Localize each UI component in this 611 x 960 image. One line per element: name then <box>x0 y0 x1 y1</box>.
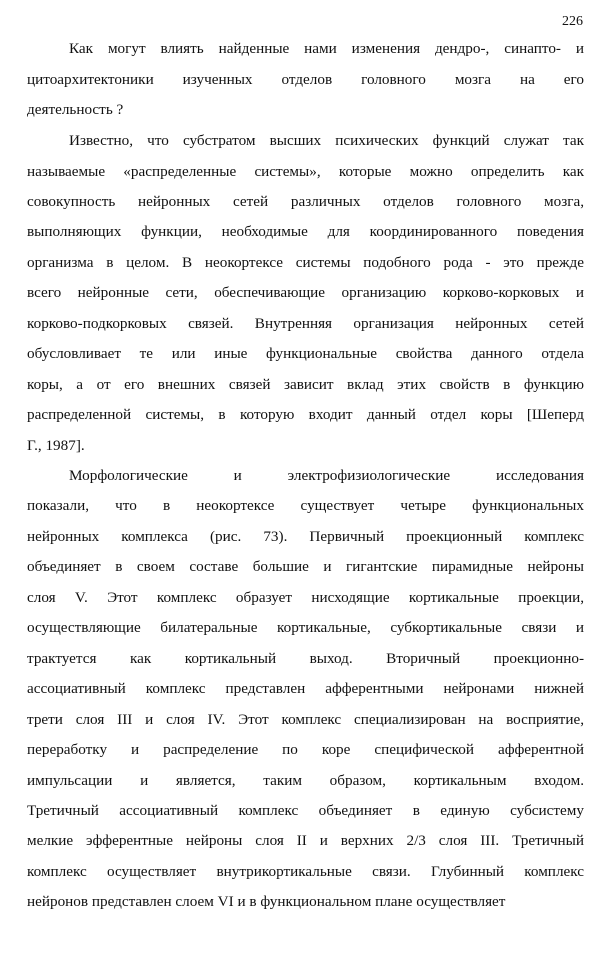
paragraph-2-line-11: Г., 1987]. <box>27 437 85 454</box>
paragraph-3-line-1: Морфологические и электрофизиологические исследования <box>69 467 584 484</box>
paragraph-1-line-3: деятельность ? <box>27 101 124 118</box>
paragraph-2-line-2: называемые «распределенные системы», которые можно определить как <box>27 163 584 180</box>
paragraph-3-line-8: ассоциативный комплекс представлен афферентными нейронами нижней <box>27 680 584 697</box>
paragraph-3-line-4: объединяет в своем составе большие и гигантские пирамидные нейроны <box>27 558 584 575</box>
paragraph-2-line-5: организма в целом. В неокортексе системы подобного рода - это прежде <box>27 254 584 271</box>
paragraph-2-line-9: коры, а от его внешних связей зависит вклад этих свойств в функцию <box>27 376 584 393</box>
paragraph-2-line-10: распределенной системы, в которую входит данный отдел коры [Шеперд <box>27 406 584 423</box>
paragraph-3-line-11: импульсации и является, таким образом, кортикальным входом. <box>27 772 584 789</box>
paragraph-3-line-13: мелкие эфферентные нейроны слоя II и верхних 2/3 слоя III. Третичный <box>27 832 584 849</box>
paragraph-3-line-14: комплекс осуществляет внутрикортикальные связи. Глубинный комплекс <box>27 863 584 880</box>
paragraph-2-line-8: обусловливает те или иные функциональные свойства данного отдела <box>27 345 584 362</box>
paragraph-2-line-3: совокупность нейронных сетей различных отделов головного мозга, <box>27 193 584 210</box>
paragraph-3-line-3: нейронных комплекса (рис. 73). Первичный проекционный комплекс <box>27 528 584 545</box>
paragraph-2-line-1: Известно, что субстратом высших психических функций служат так <box>69 132 584 149</box>
page-number: 226 <box>562 14 583 29</box>
paragraph-2-line-7: корково-подкорковых связей. Внутренняя организация нейронных сетей <box>27 315 584 332</box>
paragraph-3-line-7: трактуется как кортикальный выход. Вторичный проекционно- <box>27 650 584 667</box>
paragraph-1-line-2: цитоархитектоники изученных отделов головного мозга на его <box>27 71 584 88</box>
paragraph-2-line-6: всего нейронные сети, обеспечивающие организацию корково-корковых и <box>27 284 584 301</box>
paragraph-2-line-4: выполняющих функции, необходимые для координированного поведения <box>27 223 584 240</box>
paragraph-3-line-5: слоя V. Этот комплекс образует нисходящие кортикальные проекции, <box>27 589 584 606</box>
paragraph-3-line-6: осуществляющие билатеральные кортикальные, субкортикальные связи и <box>27 619 584 636</box>
paragraph-3-line-12: Третичный ассоциативный комплекс объединяет в единую субсистему <box>27 802 584 819</box>
paragraph-3-line-2: показали, что в неокортексе существует четыре функциональных <box>27 497 584 514</box>
paragraph-3-line-9: трети слоя III и слоя IV. Этот комплекс специализирован на восприятие, <box>27 711 584 728</box>
paragraph-1-line-1: Как могут влиять найденные нами изменения дендро-, синапто- и <box>69 40 584 57</box>
paragraph-3-line-10: переработку и распределение по коре специфической афферентной <box>27 741 584 758</box>
paragraph-3-line-15: нейронов представлен слоем VI и в функциональном плане осуществляет <box>27 893 506 910</box>
